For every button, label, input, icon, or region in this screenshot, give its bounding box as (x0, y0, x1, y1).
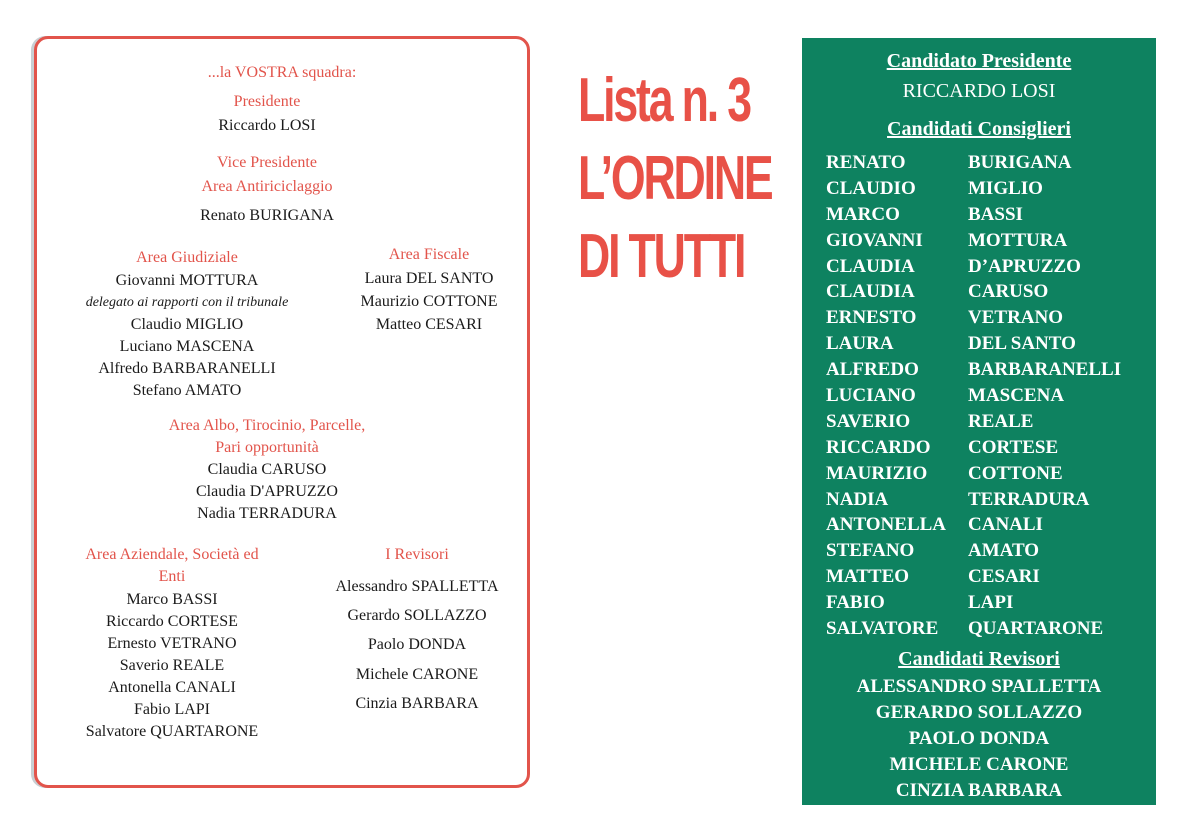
councillor-row (826, 202, 1121, 228)
councillor-row (826, 279, 1121, 305)
councillor-last-name: TERRADURA (968, 488, 1090, 510)
councillor-first-name: NADIA (826, 488, 889, 510)
aziendale-member: Fabio LAPI (134, 701, 210, 718)
councillor-last-name: QUARTARONE (968, 618, 1104, 640)
councillor-last-name: MASCENA (968, 385, 1065, 407)
councillor-first-name: GIOVANNI (826, 229, 923, 251)
candidates-panel (802, 38, 1156, 805)
fiscale-title: Area Fiscale (388, 246, 470, 263)
councillor-row (826, 254, 1121, 280)
albo-title-2: Pari opportunità (215, 439, 319, 456)
councillor-first-name: ERNESTO (826, 307, 917, 329)
president-heading: Candidato Presidente (886, 50, 1072, 72)
councillor-first-name: RICCARDO (826, 436, 931, 458)
councillors-list (826, 150, 1121, 642)
councillor-row (826, 228, 1121, 254)
councillor-first-name: ALFREDO (826, 359, 919, 381)
councillor-last-name: MOTTURA (968, 229, 1068, 251)
councillor-first-name: CLAUDIO (826, 177, 916, 199)
councillor-last-name: AMATO (968, 540, 1040, 562)
aziendale-member: Ernesto VETRANO (107, 635, 237, 652)
councillor-row (826, 150, 1121, 176)
councillor-row (826, 409, 1121, 435)
councillor-last-name: CANALI (968, 514, 1043, 536)
councillor-first-name: MATTEO (826, 566, 910, 588)
councillor-first-name: CLAUDIA (826, 281, 915, 303)
revisori-member: Gerardo SOLLAZZO (347, 607, 487, 624)
team-card (34, 36, 530, 788)
councillor-last-name: CESARI (968, 566, 1040, 588)
councillor-row (826, 564, 1121, 590)
councillor-last-name: BARBARANELLI (968, 359, 1122, 381)
councillor-row (826, 383, 1121, 409)
giudiziale-member: Stefano AMATO (132, 382, 242, 399)
councillor-first-name: LAURA (826, 333, 894, 355)
aziendale-member: Antonella CANALI (108, 679, 236, 696)
auditor-name: PAOLO DONDA (908, 727, 1050, 749)
list-title-line-1: Lista n. 3 (578, 66, 750, 135)
councillor-row (826, 538, 1121, 564)
councillor-first-name: MARCO (826, 203, 900, 225)
councillor-last-name: BURIGANA (968, 152, 1072, 173)
councillor-last-name: MIGLIO (968, 177, 1043, 199)
councillor-first-name: LUCIANO (826, 385, 916, 407)
councillor-row (826, 435, 1121, 461)
giudiziale-member: Luciano MASCENA (119, 338, 255, 355)
councillor-row (826, 590, 1121, 616)
giudiziale-note: delegato ai rapporti con il tribunale (85, 295, 289, 310)
albo-member: Nadia TERRADURA (197, 505, 337, 522)
giudiziale-title: Area Giudiziale (136, 249, 238, 266)
councillor-first-name: SALVATORE (826, 618, 939, 640)
team-heading: ...la VOSTRA squadra: (207, 64, 357, 81)
revisori-member: Paolo DONDA (367, 636, 467, 653)
aziendale-member: Salvatore QUARTARONE (85, 723, 259, 740)
revisori-member: Alessandro SPALLETTA (335, 578, 499, 595)
councillor-last-name: REALE (968, 410, 1034, 432)
councillor-last-name: CARUSO (968, 281, 1049, 303)
councillor-first-name: STEFANO (826, 540, 915, 562)
aziendale-title-2: Enti (158, 568, 186, 585)
list-title-line-2: L’ORDINE (578, 144, 772, 213)
auditor-name: CINZIA BARBARA (895, 779, 1063, 801)
fiscale-member: Matteo CESARI (375, 316, 483, 333)
albo-member: Claudia CARUSO (207, 461, 327, 478)
giudiziale-member: Claudio MIGLIO (130, 316, 244, 333)
councillor-row (826, 616, 1121, 642)
vice-title-2: Area Antiriciclaggio (201, 178, 333, 195)
councillor-last-name: CORTESE (968, 436, 1059, 458)
councillor-first-name: FABIO (826, 592, 885, 614)
fiscale-member: Maurizio COTTONE (360, 293, 498, 310)
revisori-title: I Revisori (385, 546, 449, 563)
councillor-last-name: COTTONE (968, 462, 1063, 484)
councillor-first-name: RENATO (826, 152, 906, 173)
councillor-row (826, 512, 1121, 538)
aziendale-member: Marco BASSI (126, 591, 218, 608)
list-title-line-3: DI TUTTI (578, 222, 745, 291)
giudiziale-member: Alfredo BARBARANELLI (98, 360, 276, 377)
revisori-member: Michele CARONE (355, 666, 479, 683)
councillor-row (826, 461, 1121, 487)
auditors-list (802, 674, 1156, 804)
councillor-last-name: DEL SANTO (968, 333, 1076, 355)
auditor-name: ALESSANDRO SPALLETTA (856, 676, 1102, 697)
councillor-last-name: LAPI (968, 592, 1014, 614)
albo-member: Claudia D'APRUZZO (196, 483, 338, 500)
councillor-row (826, 176, 1121, 202)
auditor-name: GERARDO SOLLAZZO (875, 701, 1083, 723)
councillor-row (826, 331, 1121, 357)
councillor-first-name: ANTONELLA (826, 514, 947, 536)
vice-title-1: Vice Presidente (217, 154, 317, 171)
giudiziale-member: Giovanni MOTTURA (115, 272, 259, 289)
revisori-member: Cinzia BARBARA (355, 695, 479, 712)
councillor-last-name: VETRANO (968, 307, 1064, 329)
councillor-first-name: SAVERIO (826, 410, 911, 432)
councillors-heading: Candidati Consiglieri (887, 118, 1071, 140)
president-name: Riccardo LOSI (218, 117, 316, 134)
auditor-name: MICHELE CARONE (889, 753, 1069, 775)
councillor-row (826, 305, 1121, 331)
councillor-row (826, 357, 1121, 383)
councillor-first-name: MAURIZIO (826, 462, 928, 484)
albo-title-1: Area Albo, Tirocinio, Parcelle, (168, 417, 366, 434)
aziendale-member: Riccardo CORTESE (106, 613, 238, 630)
president-candidate: RICCARDO LOSI (902, 80, 1056, 102)
list-title (578, 62, 772, 296)
councillor-first-name: CLAUDIA (826, 255, 915, 277)
councillor-last-name: BASSI (968, 203, 1023, 225)
auditors-heading: Candidati Revisori (898, 648, 1060, 670)
aziendale-title-1: Area Aziendale, Società ed (85, 546, 259, 563)
councillor-row (826, 487, 1121, 513)
vice-name: Renato BURIGANA (200, 207, 334, 224)
aziendale-member: Saverio REALE (119, 657, 225, 674)
president-title: Presidente (233, 93, 301, 110)
councillor-last-name: D’APRUZZO (968, 255, 1081, 277)
fiscale-member: Laura DEL SANTO (364, 270, 494, 287)
